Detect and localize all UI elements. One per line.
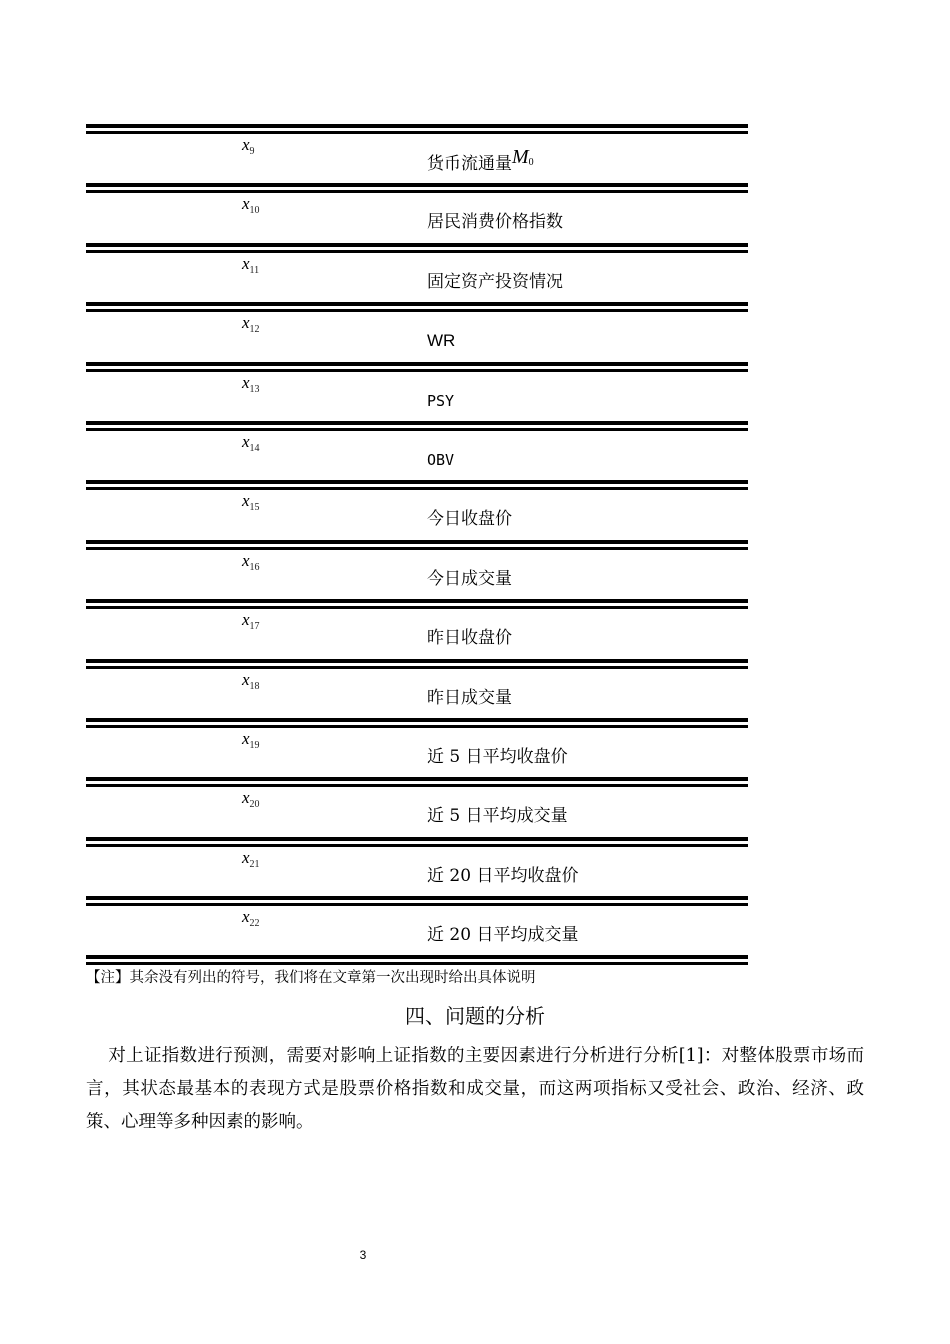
body-paragraph — [86, 1040, 864, 1139]
description-cell: 固定资产投资情况 — [427, 271, 563, 292]
symbol-cell: $x_{13}$ — [242, 372, 260, 395]
table-row — [86, 847, 748, 896]
symbol-cell: $x_{21}$ — [242, 847, 260, 870]
table-rule — [86, 659, 748, 669]
table-row — [86, 312, 748, 361]
table-rule — [86, 183, 748, 193]
description-cell: WR — [427, 331, 456, 351]
description-cell: 近 5 日平均收盘价 — [427, 746, 568, 767]
symbol-cell: $x_{15}$ — [242, 491, 260, 514]
symbol-cell: $x_{18}$ — [242, 669, 260, 692]
table-rule — [86, 243, 748, 253]
description-cell: 今日成交量 — [427, 568, 512, 589]
description-cell: 货币流通量$M_0$ — [427, 146, 534, 174]
symbol-cell: $x_{16}$ — [242, 550, 260, 573]
table-note: 【注】其余没有列出的符号，我们将在文章第一次出现时给出具体说明 — [86, 970, 536, 986]
description-cell: PSY — [427, 391, 455, 410]
table-row — [86, 431, 748, 480]
section-heading: 四、问题的分析 — [405, 1004, 545, 1028]
description-cell: 近 5 日平均成交量 — [427, 806, 568, 827]
symbol-cell: $x_{22}$ — [242, 907, 260, 930]
table-row — [86, 787, 748, 836]
table-row — [86, 609, 748, 658]
table-rule — [86, 955, 748, 965]
paragraph-text: 对上证指数进行预测，需要对影响上证指数的主要因素进行分析进行分析[1]：对整体股票市场而言，其状态最基本的表现方式是股票价格指数和成交量，而这两项指标又受社会、政治、经济、政策、心理等多种因素的影响。 — [86, 1046, 864, 1132]
table-rule — [86, 599, 748, 609]
table-rule — [86, 480, 748, 490]
table-rule — [86, 302, 748, 312]
description-cell: 近 20 日平均成交量 — [427, 925, 579, 946]
table-row — [86, 669, 748, 718]
table-row — [86, 490, 748, 539]
table-rule — [86, 362, 748, 372]
description-cell: 今日收盘价 — [427, 509, 512, 530]
table-row — [86, 372, 748, 421]
symbol-cell: $x_9$ — [242, 135, 255, 157]
description-cell: OBV — [427, 450, 455, 469]
table-rule — [86, 837, 748, 847]
table-rule — [86, 777, 748, 787]
description-cell: 昨日收盘价 — [427, 628, 512, 649]
table-rule — [86, 896, 748, 906]
symbol-cell: $x_{12}$ — [242, 313, 260, 336]
symbol-cell: $x_{14}$ — [242, 431, 260, 454]
table-row — [86, 550, 748, 599]
symbol-cell: $x_{11}$ — [242, 253, 260, 276]
table-row — [86, 134, 748, 183]
page-number: 3 — [359, 1248, 367, 1262]
symbol-cell: $x_{17}$ — [242, 610, 260, 633]
symbol-cell: $x_{10}$ — [242, 194, 260, 217]
table-row — [86, 906, 748, 955]
m0-symbol: $M_0$ — [512, 146, 534, 168]
symbol-cell: $x_{20}$ — [242, 788, 260, 811]
table-rule — [86, 124, 748, 134]
table-row — [86, 193, 748, 242]
description-cell: 居民消费价格指数 — [427, 212, 563, 233]
table-row — [86, 253, 748, 302]
table-rule — [86, 718, 748, 728]
table-rule — [86, 421, 748, 431]
symbol-table — [86, 124, 748, 965]
symbol-cell: $x_{19}$ — [242, 728, 260, 751]
description-cell: 近 20 日平均收盘价 — [427, 865, 579, 886]
table-row — [86, 728, 748, 777]
table-rule — [86, 540, 748, 550]
description-cell: 昨日成交量 — [427, 687, 512, 708]
